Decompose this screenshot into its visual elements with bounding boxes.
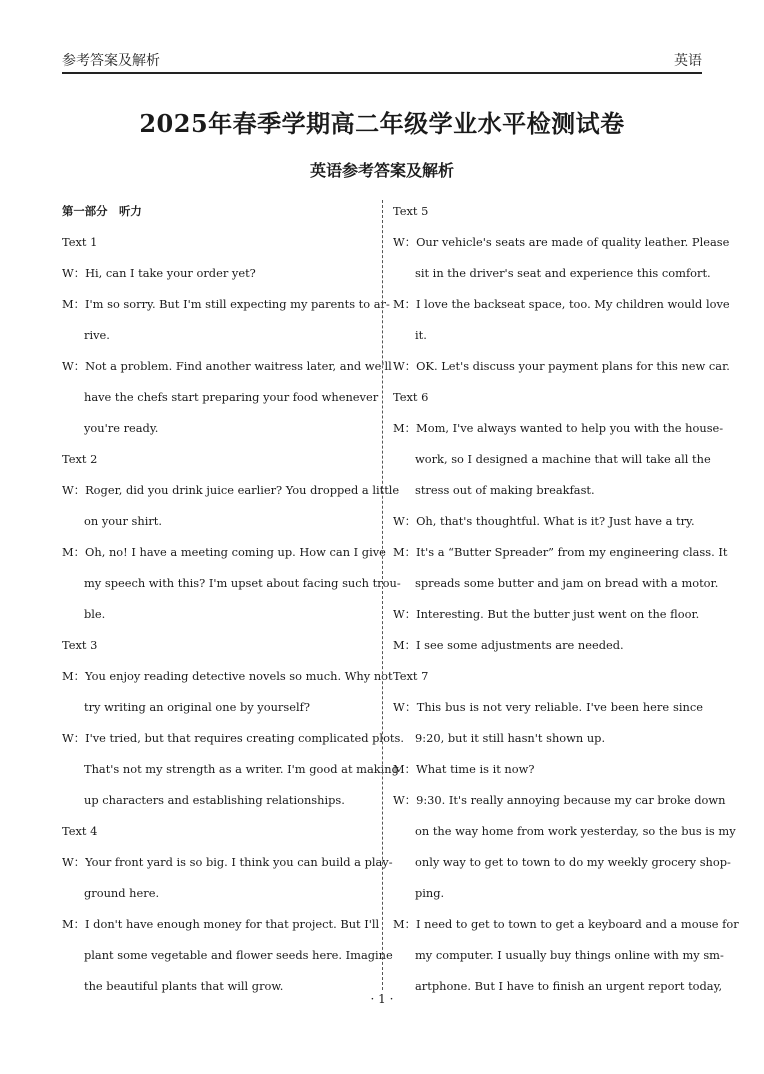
continuation-line: That's not my strength as a writer. I'm good at making	[84, 762, 399, 776]
speaker-line: W：Hi, can I take your order yet?	[62, 266, 256, 280]
continuation-line: ble.	[84, 607, 106, 621]
text-label: Text 4	[62, 824, 98, 838]
text-label: Text 5	[393, 204, 429, 218]
continuation-line: spreads some butter and jam on bread with a motor.	[415, 576, 719, 590]
continuation-line: try writing an original one by yourself?	[84, 700, 310, 714]
page-header	[62, 46, 702, 74]
continuation-line: ping.	[415, 886, 445, 900]
text-label: Text 7	[393, 669, 429, 683]
exam-subtitle: 英语参考答案及解析	[309, 161, 454, 180]
speaker-line: M：What time is it now?	[393, 762, 535, 776]
speaker-line: M：I don't have enough money for that project. But I'll	[62, 917, 380, 931]
continuation-line: ground here.	[84, 886, 160, 900]
speaker-line: M：Mom, I've always wanted to help you with the house-	[393, 421, 724, 435]
header-subject-label: 英语	[674, 53, 702, 69]
speaker-line: W：9:30. It's really annoying because my car broke down	[393, 793, 726, 807]
continuation-line: artphone. But I have to finish an urgent report today,	[415, 979, 723, 993]
continuation-line: work, so I designed a machine that will take all the	[415, 452, 711, 466]
continuation-line: rive.	[84, 328, 110, 342]
continuation-line: have the chefs start preparing your food whenever	[84, 390, 379, 404]
speaker-line: W：Your front yard is so big. I think you can build a play-	[62, 855, 393, 869]
continuation-line: up characters and establishing relationships.	[84, 793, 345, 807]
continuation-line: it.	[415, 328, 427, 342]
speaker-line: W：Roger, did you drink juice earlier? You dropped a little	[62, 483, 400, 497]
speaker-line: W：Not a problem. Find another waitress later, and we'll	[62, 359, 392, 373]
section-heading: 第一部分 听力	[62, 204, 142, 218]
exam-title: 2025年春季学期高二年级学业水平检测试卷	[139, 109, 625, 138]
continuation-line: on the way home from work yesterday, so the bus is my	[415, 824, 736, 838]
header-left-label: 参考答案及解析	[62, 53, 160, 69]
continuation-line: on your shirt.	[84, 514, 162, 528]
speaker-line: M：You enjoy reading detective novels so much. Why not	[62, 669, 393, 683]
continuation-line: you're ready.	[84, 421, 159, 435]
speaker-line: W：I've tried, but that requires creating complicated plots.	[62, 731, 404, 745]
speaker-line: W：Oh, that's thoughtful. What is it? Just have a try.	[393, 514, 695, 528]
page-number: · 1 ·	[370, 992, 394, 1006]
column-divider	[382, 200, 383, 990]
continuation-line: sit in the driver's seat and experience this comfort.	[415, 266, 711, 280]
continuation-line: my computer. I usually buy things online with my sm-	[415, 948, 724, 962]
speaker-line: M：I see some adjustments are needed.	[393, 638, 624, 652]
left-column	[62, 196, 404, 1002]
speaker-line: M：I'm so sorry. But I'm still expecting my parents to ar-	[62, 297, 390, 311]
continuation-line: plant some vegetable and flower seeds here. Imagine	[84, 948, 393, 962]
right-column	[393, 196, 739, 1002]
speaker-line: W：Our vehicle's seats are made of quality leather. Please	[393, 235, 730, 249]
speaker-line: W：OK. Let's discuss your payment plans for this new car.	[393, 359, 730, 373]
continuation-line: my speech with this? I'm upset about facing such trou-	[84, 576, 401, 590]
text-label: Text 6	[393, 390, 429, 404]
continuation-line: only way to get to town to do my weekly grocery shop-	[415, 855, 731, 869]
continuation-line: the beautiful plants that will grow.	[84, 979, 284, 993]
continuation-line: 9:20, but it still hasn't shown up.	[415, 731, 606, 745]
text-label: Text 3	[62, 638, 98, 652]
speaker-line: W：This bus is not very reliable. I've been here since	[393, 700, 703, 714]
text-label: Text 1	[62, 235, 98, 249]
speaker-line: M：I love the backseat space, too. My children would love	[393, 297, 730, 311]
speaker-line: M：Oh, no! I have a meeting coming up. How can I give	[62, 545, 386, 559]
text-label: Text 2	[62, 452, 98, 466]
speaker-line: M：It's a “Butter Spreader” from my engineering class. It	[393, 545, 728, 559]
speaker-line: M：I need to get to town to get a keyboard and a mouse for	[393, 917, 739, 931]
continuation-line: stress out of making breakfast.	[415, 483, 595, 497]
speaker-line: W：Interesting. But the butter just went on the floor.	[393, 607, 700, 621]
